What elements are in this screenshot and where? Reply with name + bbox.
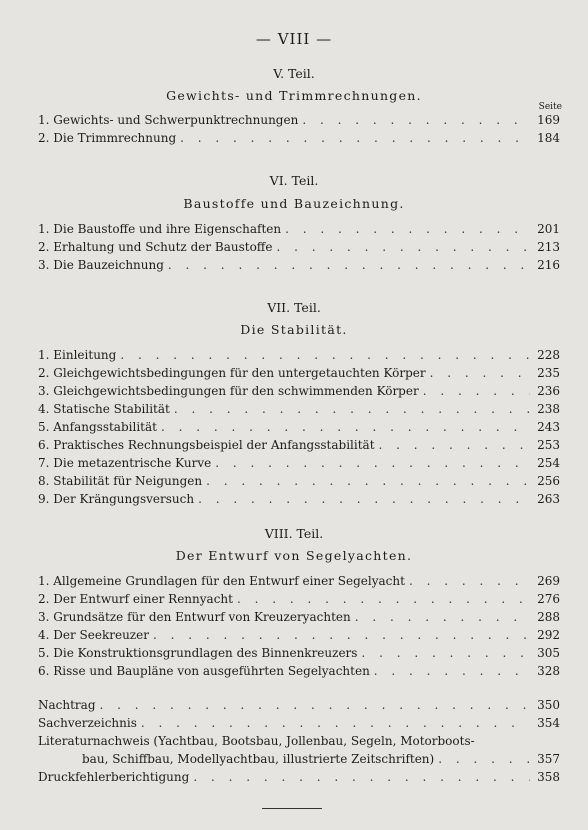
- toc-entry-page: 269: [537, 574, 560, 588]
- toc-entry-title: 3. Grundsätze für den Entwurf von Kreuzeryachten: [38, 610, 351, 624]
- section-title-viii: Der Entwurf von Segelyachten.: [175, 548, 413, 563]
- toc-entry-title: 1. Allgemeine Grundlagen für den Entwurf einer Segelyacht: [38, 574, 405, 588]
- toc-entry-page: 236: [537, 384, 560, 398]
- toc-entry[interactable]: [38, 419, 560, 435]
- toc-entry[interactable]: [38, 663, 560, 679]
- toc-entry-title: 6. Risse und Baupläne von ausgeführten Segelyachten: [38, 664, 370, 678]
- toc-entry[interactable]: [38, 401, 560, 417]
- toc-entry-title: bau, Schiffbau, Modellyachtbau, illustrierte Zeitschriften): [82, 752, 435, 766]
- toc-entry-title: 5. Anfangsstabilität: [38, 420, 157, 434]
- toc-entry-page: 276: [537, 592, 560, 606]
- toc-entry[interactable]: [82, 751, 560, 767]
- dot-leader: [276, 239, 530, 255]
- toc-entry-title: Sachverzeichnis: [38, 716, 137, 730]
- dot-leader: [423, 383, 530, 399]
- toc-entry-title: 8. Stabilität für Neigungen: [38, 474, 203, 488]
- toc-entry-title: 2. Die Trimmrechnung: [38, 131, 177, 145]
- toc-entry-page: 288: [537, 610, 560, 624]
- toc-entry-page: 292: [537, 628, 560, 642]
- dot-leader: [285, 221, 530, 237]
- toc-entry-title: Nachtrag: [38, 698, 96, 712]
- toc-entry[interactable]: [38, 715, 560, 731]
- toc-entry-page: 213: [537, 240, 560, 254]
- toc-entry-page: 256: [537, 474, 560, 488]
- toc-entry-title: 2. Der Entwurf einer Rennyacht: [38, 592, 233, 606]
- toc-entry[interactable]: [38, 573, 560, 589]
- toc-entry-page: 228: [537, 348, 560, 362]
- toc-entry[interactable]: [38, 591, 560, 607]
- part-heading-viii: VIII. Teil.: [264, 526, 324, 541]
- toc-entry-page: 354: [537, 716, 560, 730]
- toc-entry-title: 3. Die Bauzeichnung: [38, 258, 164, 272]
- toc-entry-title: 4. Statische Stabilität: [38, 402, 170, 416]
- toc-entry[interactable]: [38, 437, 560, 453]
- dot-leader: [302, 112, 530, 128]
- closing-rule: [262, 808, 322, 809]
- dot-leader: [120, 347, 530, 363]
- toc-entry[interactable]: [38, 645, 560, 661]
- dot-leader: [193, 769, 530, 785]
- toc-entry-title: 1. Gewichts- und Schwerpunktrechnungen: [38, 113, 299, 127]
- dot-leader: [198, 491, 530, 507]
- toc-entry-page: 263: [537, 492, 560, 506]
- toc-entry-line[interactable]: [38, 733, 560, 749]
- toc-entry-page: 253: [537, 438, 560, 452]
- toc-entry[interactable]: [38, 257, 560, 273]
- section-title-vii: Die Stabilität.: [240, 322, 348, 337]
- toc-entry[interactable]: [38, 609, 560, 625]
- toc-entry[interactable]: [38, 455, 560, 471]
- toc-entry[interactable]: [38, 383, 560, 399]
- toc-entry[interactable]: [38, 769, 560, 785]
- part-heading-v: V. Teil.: [273, 66, 315, 81]
- dot-leader: [168, 257, 530, 273]
- dot-leader: [361, 645, 530, 661]
- dot-leader: [100, 697, 531, 713]
- toc-entry-page: 357: [537, 752, 560, 766]
- toc-entry[interactable]: [38, 473, 560, 489]
- toc-entry[interactable]: [38, 130, 560, 146]
- part-heading-vi: VI. Teil.: [269, 173, 319, 188]
- dot-leader: [355, 609, 530, 625]
- toc-entry[interactable]: [38, 221, 560, 237]
- toc-entry-title: 1. Einleitung: [38, 348, 117, 362]
- toc-entry-page: 243: [537, 420, 560, 434]
- toc-entry-title: 1. Die Baustoffe und ihre Eigenschaften: [38, 222, 282, 236]
- toc-entry-page: 238: [537, 402, 560, 416]
- toc-entry[interactable]: [38, 112, 560, 128]
- dot-leader: [438, 751, 530, 767]
- toc-entry-title: 9. Der Krängungsversuch: [38, 492, 195, 506]
- dot-leader: [379, 437, 530, 453]
- dot-leader: [237, 591, 530, 607]
- dot-leader: [409, 573, 530, 589]
- dot-leader: [141, 715, 530, 731]
- toc-entry-title: 3. Gleichgewichtsbedingungen für den schwimmenden Körper: [38, 384, 419, 398]
- toc-entry[interactable]: [38, 697, 560, 713]
- toc-entry-page: 216: [537, 258, 560, 272]
- toc-entry-page: 254: [537, 456, 560, 470]
- toc-entry-title: 6. Praktisches Rechnungsbeispiel der Anfangsstabilität: [38, 438, 375, 452]
- toc-entry[interactable]: [38, 491, 560, 507]
- part-heading-vii: VII. Teil.: [267, 300, 321, 315]
- dot-leader: [374, 663, 530, 679]
- toc-entry-page: 169: [537, 113, 560, 127]
- toc-entry[interactable]: [38, 239, 560, 255]
- toc-entry-page: 305: [537, 646, 560, 660]
- toc-entry[interactable]: [38, 347, 560, 363]
- dot-leader: [180, 130, 530, 146]
- toc-entry-page: 201: [537, 222, 560, 236]
- toc-entry-page: 184: [537, 131, 560, 145]
- seite-label: Seite: [538, 102, 562, 112]
- dot-leader: [206, 473, 530, 489]
- page-number-header: — VIII —: [255, 30, 333, 48]
- section-title-vi: Baustoffe und Bauzeichnung.: [183, 196, 405, 211]
- toc-entry-title: Druckfehlerberichtigung: [38, 770, 190, 784]
- toc-entry-title: 5. Die Konstruktionsgrundlagen des Binnenkreuzers: [38, 646, 358, 660]
- dot-leader: [153, 627, 530, 643]
- toc-entry[interactable]: [38, 365, 560, 381]
- toc-entry-title: 4. Der Seekreuzer: [38, 628, 149, 642]
- dot-leader: [174, 401, 530, 417]
- section-title-v: Gewichts- und Trimmrechnungen.: [166, 88, 422, 103]
- toc-entry[interactable]: [38, 627, 560, 643]
- toc-entry-title: 2. Erhaltung und Schutz der Baustoffe: [38, 240, 273, 254]
- toc-entry-page: 328: [537, 664, 560, 678]
- toc-entry-page: 235: [537, 366, 560, 380]
- toc-entry-title: Literaturnachweis (Yachtbau, Bootsbau, Jollenbau, Segeln, Motorboots-: [38, 734, 475, 748]
- toc-entry-page: 358: [537, 770, 560, 784]
- toc-entry-page: 350: [537, 698, 560, 712]
- dot-leader: [430, 365, 530, 381]
- dot-leader: [161, 419, 530, 435]
- toc-entry-title: 2. Gleichgewichtsbedingungen für den untergetauchten Körper: [38, 366, 426, 380]
- dot-leader: [215, 455, 530, 471]
- toc-entry-title: 7. Die metazentrische Kurve: [38, 456, 212, 470]
